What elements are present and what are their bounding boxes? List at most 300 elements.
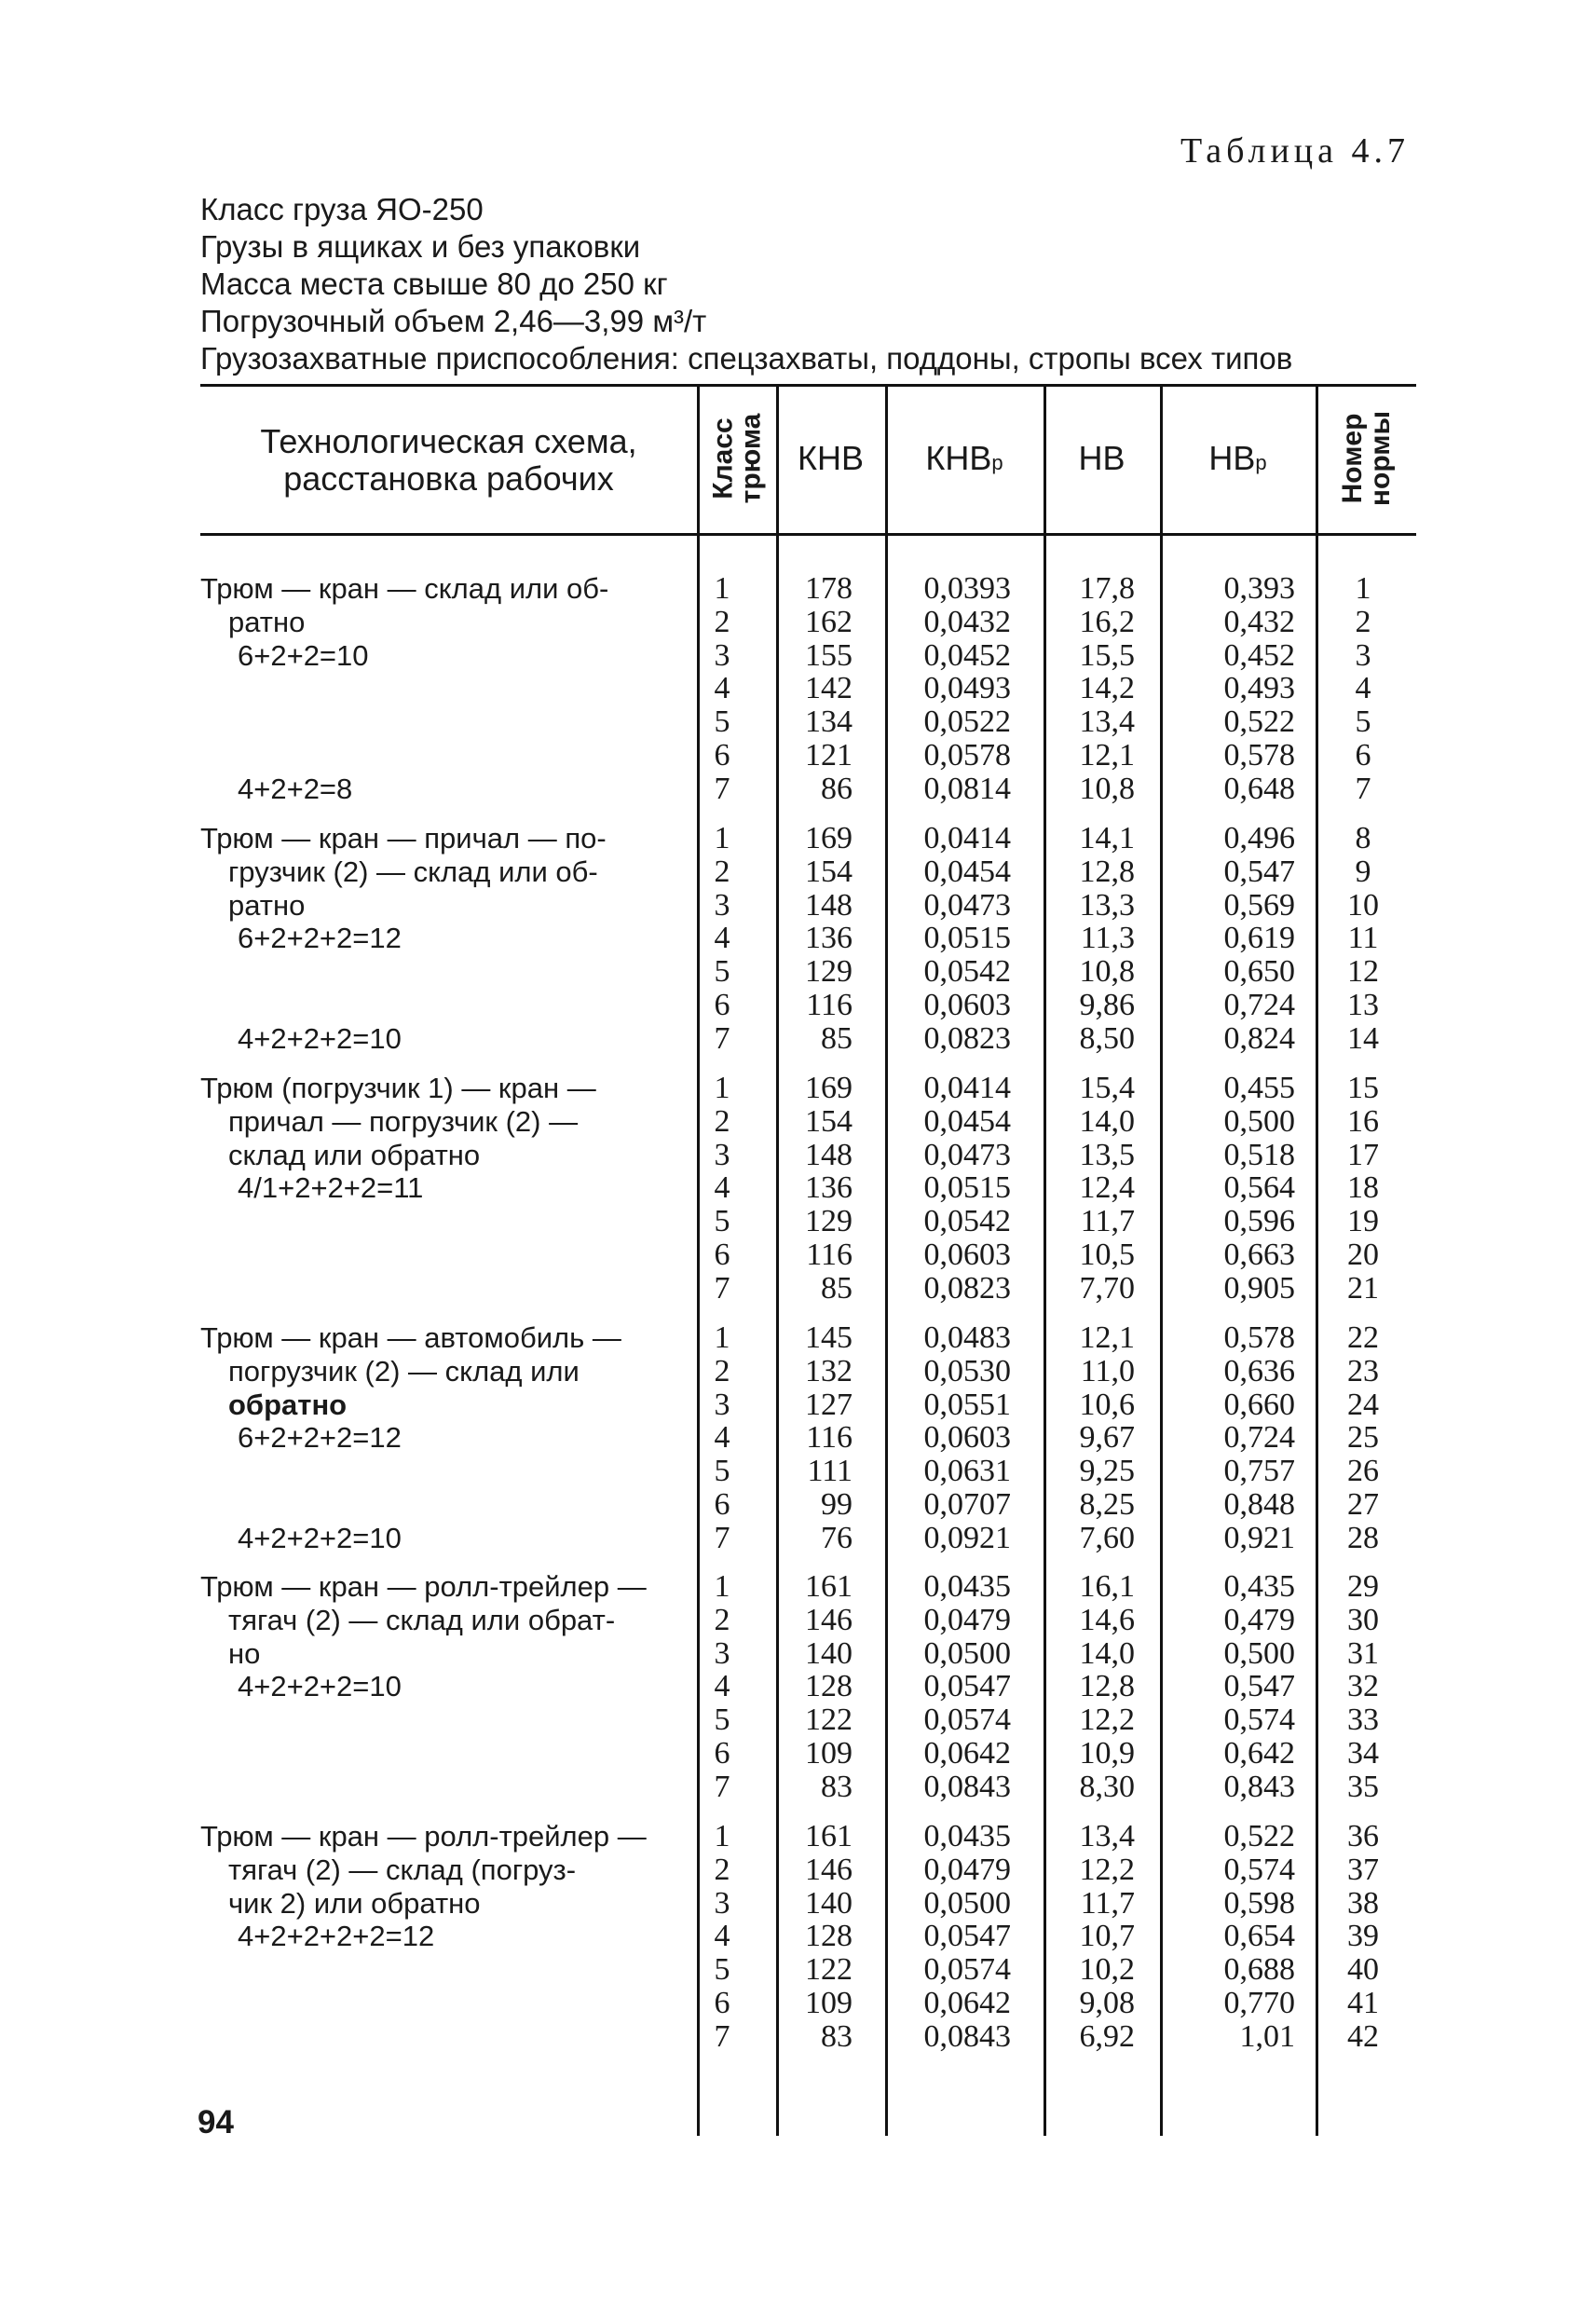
scheme-line: обратно	[228, 1388, 348, 1421]
knvp-cell: 0,0432	[923, 604, 1011, 639]
scheme-line: тягач (2) — склад (погруз-	[228, 1853, 577, 1886]
knvp-cell: 0,0522	[923, 704, 1011, 740]
cargo-info	[200, 191, 1292, 377]
knvp-cell: 0,0814	[923, 771, 1011, 806]
norm-number-cell: 39	[1347, 1919, 1379, 1954]
knv-cell: 162	[805, 604, 853, 639]
scheme-line: но	[228, 1637, 261, 1670]
knvp-cell: 0,0823	[923, 1270, 1011, 1306]
norm-number-cell: 41	[1347, 1986, 1379, 2020]
knvp-cell: 0,0435	[923, 1569, 1011, 1604]
worker-formula: 4+2+2+2=10	[238, 1670, 402, 1703]
nv-cell: 17,8	[1079, 571, 1135, 606]
header-norm-number	[1309, 401, 1425, 516]
table-row	[200, 739, 1416, 773]
table-row	[200, 1205, 1416, 1238]
table-row	[200, 1737, 1416, 1771]
nvp-cell: 0,663	[1223, 1238, 1295, 1272]
knv-cell: 111	[807, 1454, 853, 1489]
knvp-cell: 0,0473	[923, 887, 1011, 923]
hold-class-cell: 6	[714, 1238, 730, 1272]
scheme-line: тягач (2) — склад или обрат-	[228, 1604, 616, 1636]
table-row	[200, 955, 1416, 989]
hold-class-cell: 2	[714, 1353, 730, 1388]
knvp-cell: 0,0473	[923, 1137, 1011, 1172]
knv-cell: 83	[821, 1769, 853, 1804]
hold-class-cell: 7	[714, 1769, 730, 1804]
nvp-cell: 0,757	[1223, 1454, 1295, 1489]
norm-number-cell: 10	[1347, 887, 1379, 923]
nvp-cell: 0,564	[1223, 1170, 1295, 1206]
table-row	[200, 639, 1416, 673]
table-row	[200, 1987, 1416, 2020]
knvp-cell: 0,0414	[923, 1071, 1011, 1105]
knvp-cell: 0,0603	[923, 988, 1011, 1022]
knv-cell: 109	[805, 1986, 853, 2020]
worker-formula: 6+2+2+2=12	[238, 1421, 402, 1455]
norm-number-cell: 38	[1347, 1885, 1379, 1921]
nvp-cell: 0,574	[1223, 1702, 1295, 1738]
nvp-cell: 0,569	[1223, 887, 1295, 923]
norm-number-cell: 24	[1347, 1387, 1379, 1422]
norm-number-cell: 40	[1347, 1952, 1379, 1988]
nvp-cell: 0,636	[1223, 1353, 1295, 1388]
nv-cell: 7,70	[1079, 1270, 1135, 1306]
knvp-cell: 0,0452	[923, 637, 1011, 673]
table-row	[200, 889, 1416, 923]
nvp-cell: 0,518	[1223, 1137, 1295, 1172]
norms-table	[200, 384, 1416, 2136]
header-nvp	[1160, 440, 1316, 482]
knvp-cell: 0,0603	[923, 1238, 1011, 1272]
table-row	[200, 705, 1416, 739]
norm-number-cell: 1	[1355, 571, 1371, 606]
hold-class-cell: 5	[714, 1204, 730, 1239]
nvp-cell: 0,578	[1223, 738, 1295, 773]
knv-cell: 154	[805, 854, 853, 889]
nvp-cell: 0,500	[1223, 1635, 1295, 1671]
table-row	[200, 1771, 1416, 1804]
header-bottom-rule	[200, 533, 1416, 536]
header-scheme	[200, 423, 697, 498]
header-hold-class-line1: Класс	[706, 417, 738, 499]
knvp-cell: 0,0707	[923, 1487, 1011, 1522]
knv-cell: 128	[805, 1669, 853, 1704]
table-row	[200, 1637, 1416, 1671]
header-knvp-sub: р	[991, 451, 1003, 474]
hold-class-cell: 1	[714, 1569, 730, 1604]
norm-number-cell: 15	[1347, 1071, 1379, 1105]
knvp-cell: 0,0483	[923, 1320, 1011, 1355]
nvp-cell: 0,393	[1223, 571, 1295, 606]
nvp-cell: 0,496	[1223, 821, 1295, 855]
nv-cell: 8,25	[1079, 1487, 1135, 1522]
hold-class-cell: 2	[714, 604, 730, 639]
scheme-line: причал — погрузчик (2) —	[228, 1105, 579, 1138]
scheme-line: Трюм — кран — ролл-трейлер —	[200, 1820, 647, 1853]
norm-number-cell: 9	[1355, 854, 1371, 889]
norm-number-cell: 17	[1347, 1137, 1379, 1172]
nvp-cell: 0,642	[1223, 1736, 1295, 1771]
hold-class-cell: 2	[714, 854, 730, 889]
cargo-type: Грузы в ящиках и без упаковки	[200, 229, 641, 264]
norm-number-cell: 22	[1347, 1320, 1379, 1355]
nvp-cell: 0,688	[1223, 1952, 1295, 1988]
cargo-mass: Масса места свыше 80 до 250 кг	[200, 267, 668, 301]
knv-cell: 129	[805, 1204, 853, 1239]
hold-class-cell: 3	[714, 637, 730, 673]
table-row	[200, 1887, 1416, 1921]
nvp-cell: 0,574	[1223, 1852, 1295, 1887]
worker-formula: 4+2+2+2=10	[238, 1021, 402, 1055]
hold-class-cell: 1	[714, 571, 730, 606]
nv-cell: 10,8	[1079, 954, 1135, 990]
nv-cell: 9,08	[1079, 1986, 1135, 2020]
nv-cell: 13,4	[1079, 1819, 1135, 1853]
hold-class-cell: 2	[714, 1852, 730, 1887]
hold-class-cell: 2	[714, 1602, 730, 1637]
hold-class-cell: 5	[714, 954, 730, 990]
nvp-cell: 0,619	[1223, 921, 1295, 956]
nvp-cell: 0,452	[1223, 637, 1295, 673]
norm-number-cell: 13	[1347, 988, 1379, 1022]
worker-formula: 4+2+2+2=10	[238, 1521, 402, 1554]
hold-class-cell: 5	[714, 1454, 730, 1489]
nv-cell: 11,3	[1080, 921, 1135, 956]
norm-number-cell: 14	[1347, 1020, 1379, 1056]
knv-cell: 99	[821, 1487, 853, 1522]
table-row	[200, 1570, 1416, 1604]
nv-cell: 12,4	[1079, 1170, 1135, 1206]
knvp-cell: 0,0454	[923, 854, 1011, 889]
knv-cell: 129	[805, 954, 853, 990]
nv-cell: 12,2	[1079, 1702, 1135, 1738]
nvp-cell: 0,921	[1223, 1520, 1295, 1555]
nvp-cell: 0,650	[1223, 954, 1295, 990]
hold-class-cell: 3	[714, 1137, 730, 1172]
knvp-cell: 0,0631	[923, 1454, 1011, 1489]
norm-number-cell: 8	[1355, 821, 1371, 855]
scheme-line: Трюм — кран — склад или об-	[200, 572, 609, 605]
scheme-line: Трюм (погрузчик 1) — кран —	[200, 1072, 596, 1104]
knv-cell: 134	[805, 704, 853, 740]
knv-cell: 154	[805, 1103, 853, 1139]
knv-cell: 128	[805, 1919, 853, 1954]
knv-cell: 85	[821, 1020, 853, 1056]
nvp-cell: 0,432	[1223, 604, 1295, 639]
nv-cell: 6,92	[1079, 2018, 1135, 2054]
knv-cell: 142	[805, 671, 853, 706]
norm-number-cell: 23	[1347, 1353, 1379, 1388]
table-row	[200, 1272, 1416, 1306]
nvp-cell: 0,848	[1223, 1487, 1295, 1522]
hold-class-cell: 6	[714, 1736, 730, 1771]
scheme-line: склад или обратно	[228, 1139, 481, 1171]
knv-cell: 148	[805, 887, 853, 923]
header-knvp-main: КНВ	[925, 439, 992, 477]
knvp-cell: 0,0823	[923, 1020, 1011, 1056]
header-nv: НВ	[1078, 439, 1125, 477]
hold-class-cell: 5	[714, 704, 730, 740]
worker-formula: 6+2+2=10	[238, 638, 369, 672]
hold-class-cell: 4	[714, 1669, 730, 1704]
nvp-cell: 0,547	[1223, 854, 1295, 889]
hold-class-cell: 3	[714, 1635, 730, 1671]
knv-cell: 116	[806, 1420, 853, 1456]
knvp-cell: 0,0642	[923, 1986, 1011, 2020]
nv-cell: 10,6	[1079, 1387, 1135, 1422]
nvp-cell: 0,648	[1223, 771, 1295, 806]
table-label: Таблица 4.7	[1180, 131, 1410, 171]
nv-cell: 14,0	[1079, 1635, 1135, 1671]
table-row	[200, 1670, 1416, 1703]
knvp-cell: 0,0414	[923, 821, 1011, 855]
nv-cell: 10,8	[1079, 771, 1135, 806]
nvp-cell: 0,596	[1223, 1204, 1295, 1239]
table-row	[200, 2020, 1416, 2054]
norm-number-cell: 11	[1347, 921, 1379, 956]
nv-cell: 14,2	[1079, 671, 1135, 706]
nvp-cell: 0,435	[1223, 1569, 1295, 1604]
nvp-cell: 0,493	[1223, 671, 1295, 706]
nv-cell: 11,7	[1080, 1204, 1135, 1239]
nv-cell: 16,1	[1079, 1569, 1135, 1604]
hold-class-cell: 2	[714, 1103, 730, 1139]
nvp-cell: 0,660	[1223, 1387, 1295, 1422]
norm-number-cell: 42	[1347, 2018, 1379, 2054]
knvp-cell: 0,0530	[923, 1353, 1011, 1388]
norm-number-cell: 16	[1347, 1103, 1379, 1139]
page-number: 94	[198, 2104, 234, 2140]
table-row	[200, 1421, 1416, 1455]
norm-number-cell: 19	[1347, 1204, 1379, 1239]
hold-class-cell: 7	[714, 771, 730, 806]
table-row	[200, 822, 1416, 855]
table-row	[200, 1703, 1416, 1737]
nv-cell: 15,5	[1079, 637, 1135, 673]
hold-class-cell: 1	[714, 1320, 730, 1355]
knvp-cell: 0,0500	[923, 1635, 1011, 1671]
table-row	[200, 1920, 1416, 1953]
nv-cell: 8,30	[1079, 1769, 1135, 1804]
norm-number-cell: 20	[1347, 1238, 1379, 1272]
hold-class-cell: 7	[714, 1520, 730, 1555]
knv-cell: 136	[805, 1170, 853, 1206]
table-row	[200, 1953, 1416, 1987]
knvp-cell: 0,0393	[923, 571, 1011, 606]
table-top-rule	[200, 384, 1416, 387]
scheme-line: чик 2) или обратно	[228, 1887, 481, 1920]
hold-class-cell: 4	[714, 921, 730, 956]
knvp-cell: 0,0454	[923, 1103, 1011, 1139]
knvp-cell: 0,0542	[923, 1204, 1011, 1239]
knv-cell: 140	[805, 1635, 853, 1671]
worker-formula: 4+2+2=8	[238, 772, 353, 805]
norm-number-cell: 3	[1355, 637, 1371, 673]
header-nvp-sub: р	[1255, 451, 1267, 474]
scheme-line: Трюм — кран — причал — по-	[200, 822, 607, 855]
nv-cell: 14,0	[1079, 1103, 1135, 1139]
table-row	[200, 1022, 1416, 1056]
knv-cell: 121	[805, 738, 853, 773]
hold-class-cell: 1	[714, 821, 730, 855]
norm-number-cell: 18	[1347, 1170, 1379, 1206]
nv-cell: 10,9	[1079, 1736, 1135, 1771]
header-norm-line1: Номер	[1337, 413, 1368, 504]
nv-cell: 9,86	[1079, 988, 1135, 1022]
cargo-volume: Погрузочный объем 2,46—3,99 м³/т	[200, 304, 707, 338]
norm-number-cell: 37	[1347, 1852, 1379, 1887]
header-hold-class-line2: трюма	[734, 413, 766, 504]
norm-number-cell: 35	[1347, 1769, 1379, 1804]
norm-number-cell: 4	[1355, 671, 1371, 706]
hold-class-cell: 1	[714, 1819, 730, 1853]
nv-cell: 7,60	[1079, 1520, 1135, 1555]
nv-cell: 8,50	[1079, 1020, 1135, 1056]
header-nvp-main: НВ	[1208, 439, 1256, 477]
nvp-cell: 0,578	[1223, 1320, 1295, 1355]
norm-number-cell: 36	[1347, 1819, 1379, 1853]
table-row	[200, 1238, 1416, 1272]
header-norm-line2: нормы	[1365, 410, 1396, 507]
scheme-line: Трюм — кран — ролл-трейлер —	[200, 1570, 647, 1603]
nv-cell: 12,1	[1079, 738, 1135, 773]
table-row	[200, 1604, 1416, 1637]
norm-number-cell: 34	[1347, 1736, 1379, 1771]
knv-cell: 122	[805, 1952, 853, 1988]
knvp-cell: 0,0479	[923, 1602, 1011, 1637]
table-row	[200, 1522, 1416, 1555]
knv-cell: 116	[806, 1238, 853, 1272]
hold-class-cell: 3	[714, 1387, 730, 1422]
norm-number-cell: 5	[1355, 704, 1371, 740]
knvp-cell: 0,0574	[923, 1952, 1011, 1988]
knvp-cell: 0,0542	[923, 954, 1011, 990]
knv-cell: 148	[805, 1137, 853, 1172]
norm-number-cell: 12	[1347, 954, 1379, 990]
norm-number-cell: 26	[1347, 1454, 1379, 1489]
table-row	[200, 1105, 1416, 1139]
nvp-cell: 0,500	[1223, 1103, 1295, 1139]
hold-class-cell: 6	[714, 988, 730, 1022]
header-scheme-line1: Технологическая схема,	[260, 422, 637, 460]
nv-cell: 11,7	[1080, 1885, 1135, 1921]
nvp-cell: 0,479	[1223, 1602, 1295, 1637]
norm-number-cell: 27	[1347, 1487, 1379, 1522]
nv-cell: 12,8	[1079, 1669, 1135, 1704]
knv-cell: 83	[821, 2018, 853, 2054]
nv-cell: 9,25	[1079, 1454, 1135, 1489]
knvp-cell: 0,0578	[923, 738, 1011, 773]
nv-cell: 16,2	[1079, 604, 1135, 639]
knv-cell: 122	[805, 1702, 853, 1738]
hold-class-cell: 5	[714, 1702, 730, 1738]
nvp-cell: 1,01	[1239, 2018, 1295, 2054]
knvp-cell: 0,0547	[923, 1919, 1011, 1954]
norm-number-cell: 30	[1347, 1602, 1379, 1637]
knvp-cell: 0,0843	[923, 1769, 1011, 1804]
knv-cell: 146	[805, 1852, 853, 1887]
table-row	[200, 855, 1416, 889]
nv-cell: 10,7	[1079, 1919, 1135, 1954]
nv-cell: 11,0	[1080, 1353, 1135, 1388]
scheme-line: Трюм — кран — автомобиль —	[200, 1321, 621, 1354]
hold-class-cell: 7	[714, 1270, 730, 1306]
table-row	[200, 922, 1416, 955]
nv-cell: 12,1	[1079, 1320, 1135, 1355]
nv-cell: 15,4	[1079, 1071, 1135, 1105]
norm-number-cell: 29	[1347, 1569, 1379, 1604]
nvp-cell: 0,843	[1223, 1769, 1295, 1804]
nv-cell: 14,6	[1079, 1602, 1135, 1637]
nvp-cell: 0,547	[1223, 1669, 1295, 1704]
knv-cell: 76	[821, 1520, 853, 1555]
header-knvp	[885, 440, 1044, 482]
worker-formula: 4/1+2+2+2=11	[238, 1171, 424, 1205]
hold-class-cell: 4	[714, 671, 730, 706]
norm-number-cell: 32	[1347, 1669, 1379, 1704]
scheme-line: грузчик (2) — склад или об-	[228, 855, 598, 888]
cargo-devices: Грузозахватные приспособления: спецзахваты, поддоны, стропы всех типов	[200, 341, 1293, 376]
knvp-cell: 0,0642	[923, 1736, 1011, 1771]
header-knv: КНВ	[798, 439, 864, 477]
knv-cell: 161	[805, 1819, 853, 1853]
hold-class-cell: 7	[714, 1020, 730, 1056]
nv-cell: 9,67	[1079, 1420, 1135, 1456]
table-row	[200, 1321, 1416, 1355]
knvp-cell: 0,0603	[923, 1420, 1011, 1456]
hold-class-cell: 3	[714, 1885, 730, 1921]
scheme-line: погрузчик (2) — склад или	[228, 1355, 580, 1388]
nvp-cell: 0,724	[1223, 988, 1295, 1022]
nvp-cell: 0,598	[1223, 1885, 1295, 1921]
knv-cell: 86	[821, 771, 853, 806]
cargo-class: Класс груза ЯО-250	[200, 192, 484, 226]
worker-formula: 4+2+2+2+2=12	[238, 1920, 435, 1953]
nvp-cell: 0,905	[1223, 1270, 1295, 1306]
knv-cell: 155	[805, 637, 853, 673]
table-row	[200, 572, 1416, 606]
nvp-cell: 0,522	[1223, 1819, 1295, 1853]
knv-cell: 145	[805, 1320, 853, 1355]
table-row	[200, 1072, 1416, 1105]
nv-cell: 10,5	[1079, 1238, 1135, 1272]
nvp-cell: 0,824	[1223, 1020, 1295, 1056]
norm-number-cell: 33	[1347, 1702, 1379, 1738]
knvp-cell: 0,0574	[923, 1702, 1011, 1738]
table-row	[200, 773, 1416, 806]
nv-cell: 14,1	[1079, 821, 1135, 855]
nv-cell: 12,8	[1079, 854, 1135, 889]
norm-number-cell: 7	[1355, 771, 1371, 806]
hold-class-cell: 5	[714, 1952, 730, 1988]
knvp-cell: 0,0551	[923, 1387, 1011, 1422]
nv-cell: 13,3	[1079, 887, 1135, 923]
knv-cell: 146	[805, 1602, 853, 1637]
hold-class-cell: 3	[714, 887, 730, 923]
table-row	[200, 1853, 1416, 1887]
knv-cell: 136	[805, 921, 853, 956]
hold-class-cell: 6	[714, 1986, 730, 2020]
nv-cell: 10,2	[1079, 1952, 1135, 1988]
knv-cell: 169	[805, 821, 853, 855]
norm-number-cell: 31	[1347, 1635, 1379, 1671]
hold-class-cell: 7	[714, 2018, 730, 2054]
knv-cell: 178	[805, 571, 853, 606]
hold-class-cell: 4	[714, 1420, 730, 1456]
worker-formula: 6+2+2+2=12	[238, 922, 402, 955]
header-scheme-line2: расстановка рабочих	[283, 459, 614, 498]
